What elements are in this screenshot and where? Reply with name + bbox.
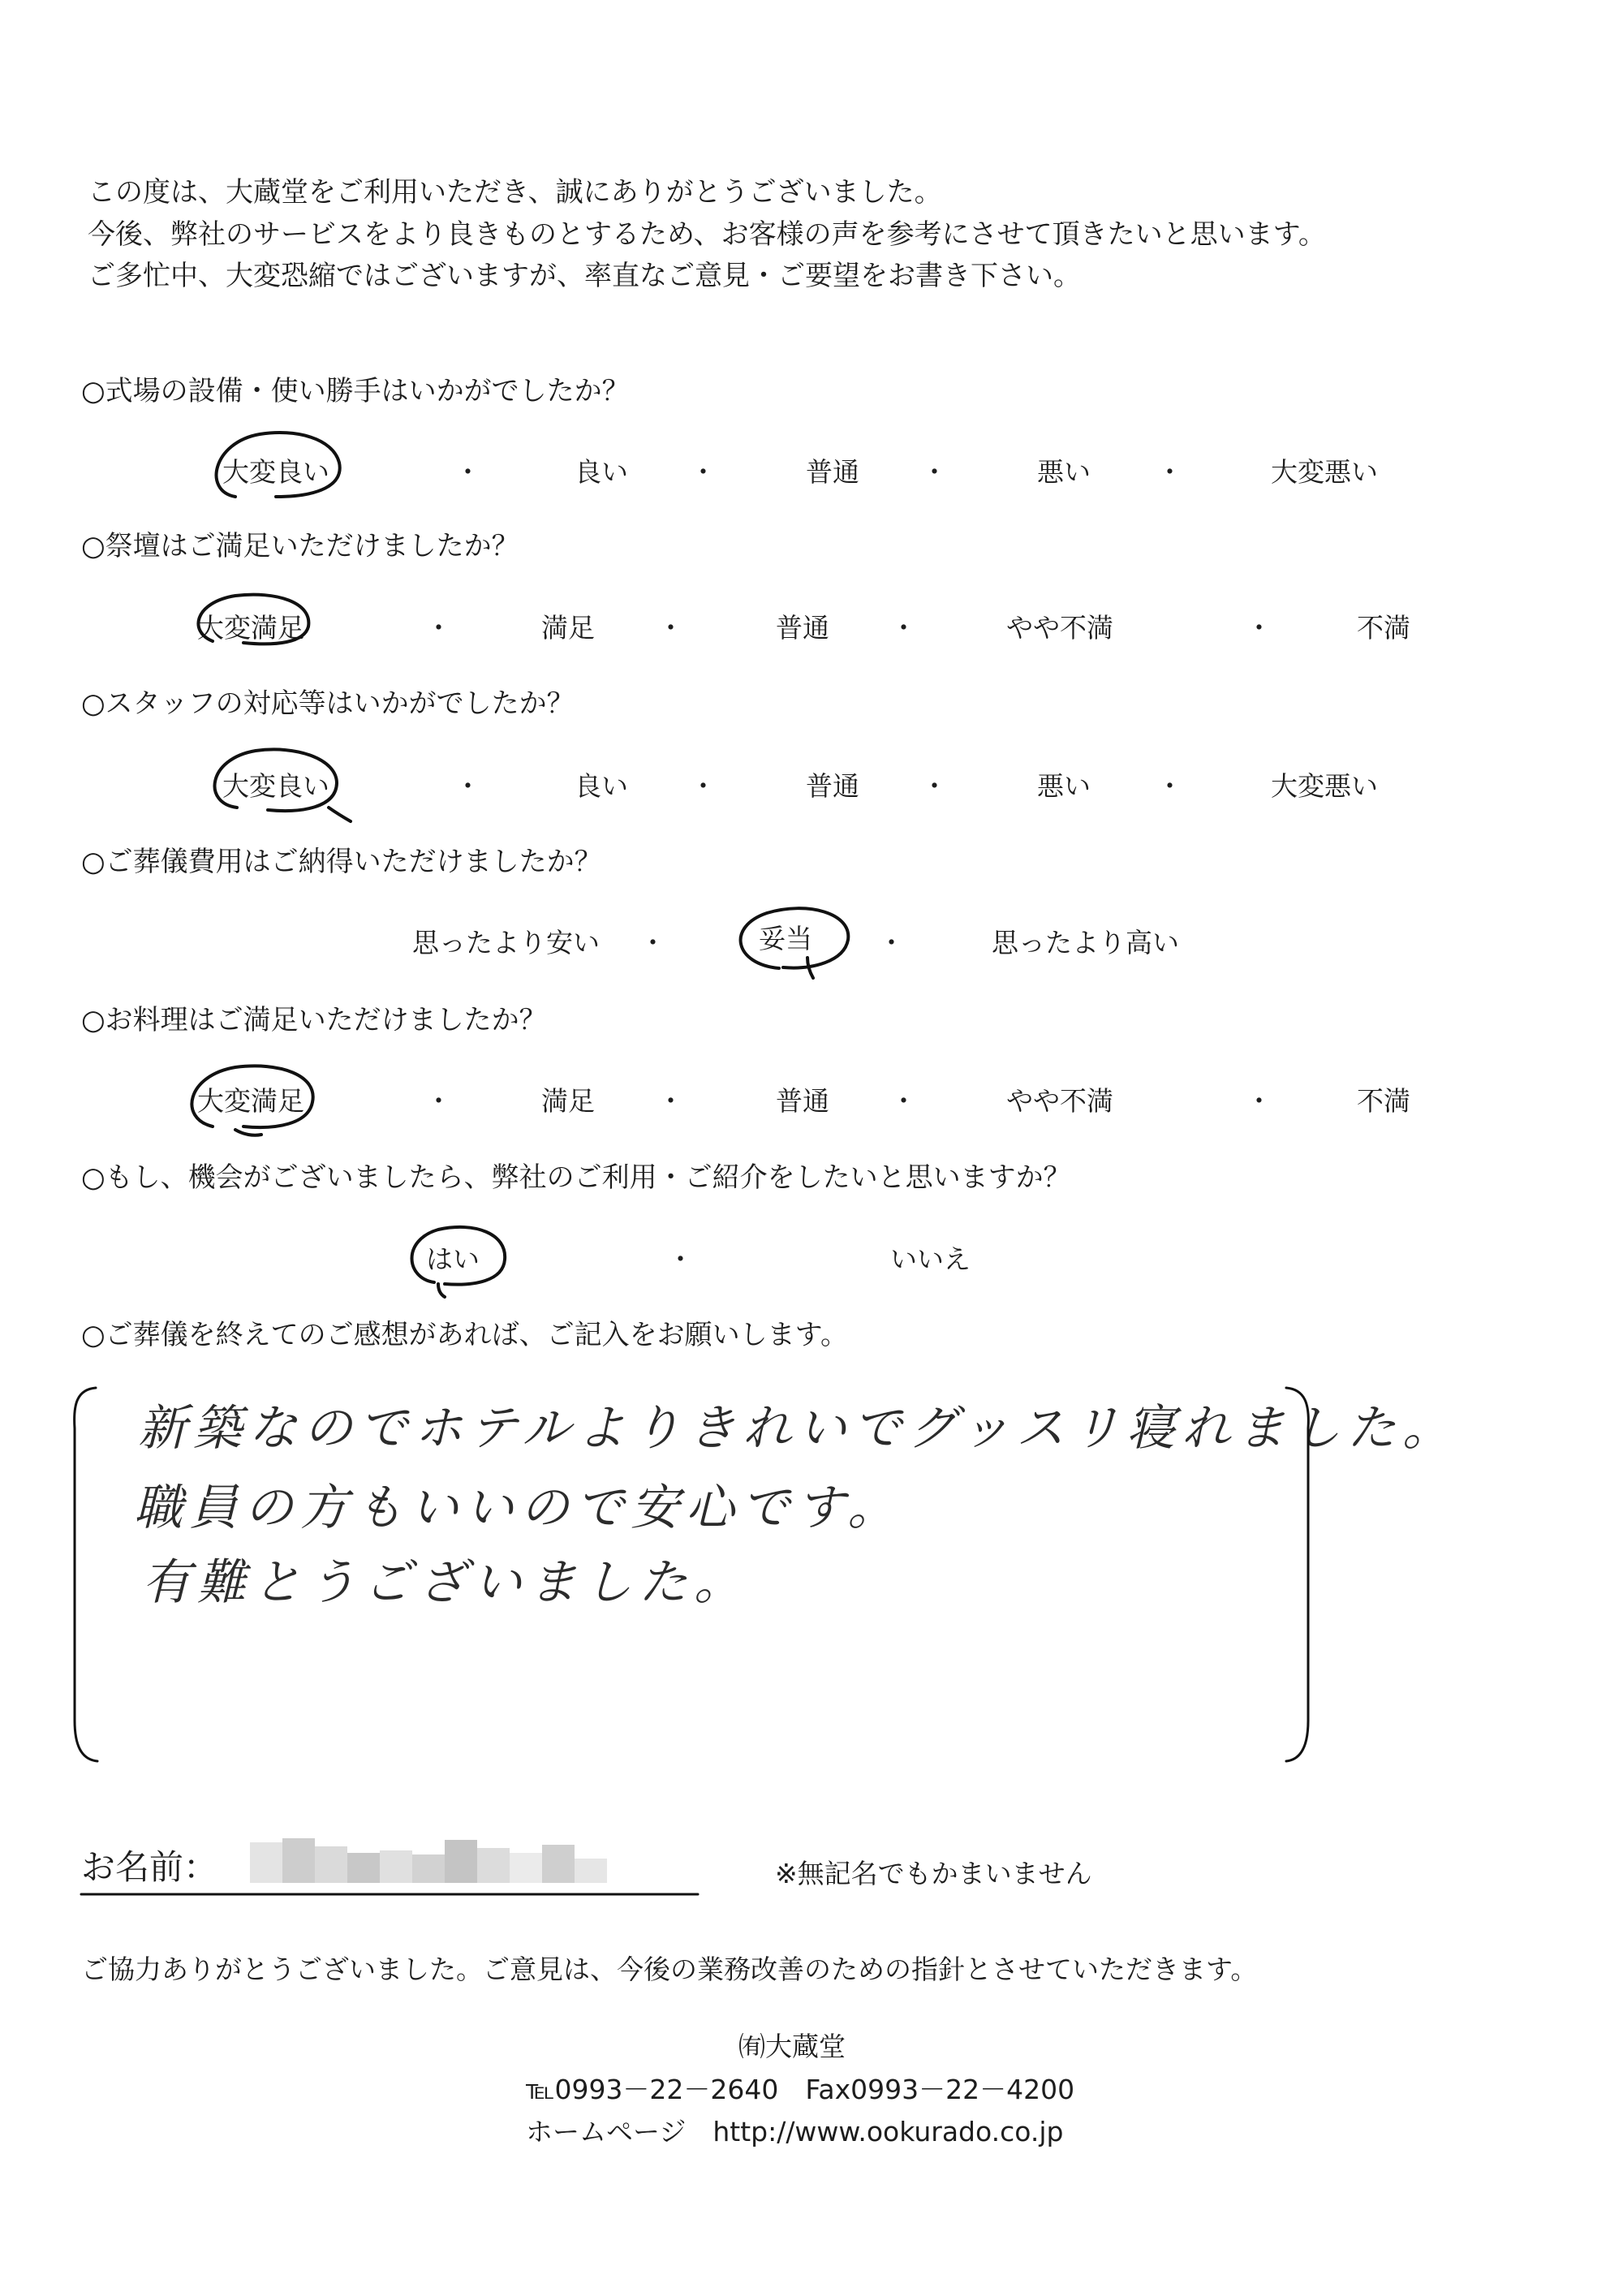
separator: ・ bbox=[667, 1243, 694, 1275]
separator: ・ bbox=[1156, 770, 1183, 802]
q3-option-3[interactable]: 普通 bbox=[806, 770, 859, 802]
separator: ・ bbox=[890, 612, 917, 644]
separator: ・ bbox=[1246, 612, 1272, 644]
company-name: ㈲大蔵堂 bbox=[738, 2031, 846, 2062]
intro-line-1: この度は、大蔵堂をご利用いただき、誠にありがとうございました。 bbox=[88, 176, 942, 209]
question-2: ○祭壇はご満足いただけましたか？ bbox=[81, 530, 519, 562]
q3-option-4[interactable]: 悪い bbox=[1037, 770, 1091, 802]
question-4: ○ご葬儀費用はご納得いただけましたか？ bbox=[81, 846, 602, 878]
q1-option-2[interactable]: 良い bbox=[575, 456, 628, 488]
separator: ・ bbox=[425, 1085, 452, 1117]
name-note: ※無記名でもかまいません bbox=[775, 1858, 1092, 1889]
separator: ・ bbox=[1156, 456, 1183, 488]
q2-option-5[interactable]: 不満 bbox=[1357, 612, 1410, 644]
separator: ・ bbox=[690, 770, 717, 802]
q5-option-1[interactable]: 大変満足 bbox=[197, 1085, 304, 1117]
q2-option-4[interactable]: やや不満 bbox=[1006, 612, 1113, 644]
q6-option-2[interactable]: いいえ bbox=[890, 1243, 971, 1275]
q2-option-3[interactable]: 普通 bbox=[776, 612, 829, 644]
separator: ・ bbox=[639, 927, 666, 958]
q2-option-1[interactable]: 大変満足 bbox=[197, 612, 304, 644]
q5-option-4[interactable]: やや不満 bbox=[1006, 1085, 1113, 1117]
comment-line-1: 新築なのでホテルよりきれいでグッスリ寝れました。 bbox=[138, 1400, 1457, 1457]
separator: ・ bbox=[878, 927, 905, 958]
intro-line-2: 今後、弊社のサービスをより良きものとするため、お客様の声を参考にさせて頂きたいと思います。 bbox=[88, 218, 1326, 251]
q3-option-2[interactable]: 良い bbox=[575, 770, 628, 802]
comment-line-2: 職員の方もいいので安心です。 bbox=[134, 1480, 903, 1536]
separator: ・ bbox=[454, 456, 481, 488]
separator: ・ bbox=[690, 456, 717, 488]
q5-option-2[interactable]: 満足 bbox=[541, 1085, 595, 1117]
separator: ・ bbox=[425, 612, 452, 644]
intro-line-3: ご多忙中、大変恐縮ではございますが、率直なご意見・ご要望をお書き下さい。 bbox=[88, 260, 1081, 292]
comment-line-3: 有難とうございました。 bbox=[142, 1554, 749, 1611]
q1-option-4[interactable]: 悪い bbox=[1037, 456, 1091, 488]
question-5: ○お料理はご満足いただけましたか？ bbox=[81, 1004, 547, 1036]
contact-info: ℡0993－22－2640 Fax0993－22－4200 bbox=[526, 2074, 1075, 2105]
q1-option-3[interactable]: 普通 bbox=[806, 456, 859, 488]
separator: ・ bbox=[890, 1085, 917, 1117]
question-3: ○スタッフの対応等はいかがでしたか？ bbox=[81, 687, 575, 720]
comment-box-left-bracket bbox=[75, 1388, 97, 1761]
question-6: ○もし、機会がございましたら、弊社のご利用・ご紹介をしたいと思いますか？ bbox=[81, 1161, 1071, 1194]
q1-option-5[interactable]: 大変悪い bbox=[1271, 456, 1378, 488]
separator: ・ bbox=[454, 770, 481, 802]
separator: ・ bbox=[657, 1085, 684, 1117]
q5-option-5[interactable]: 不満 bbox=[1357, 1085, 1410, 1117]
separator: ・ bbox=[657, 612, 684, 644]
question-1: ○式場の設備・使い勝手はいかがでしたか？ bbox=[81, 375, 630, 407]
q1-option-1[interactable]: 大変良い bbox=[222, 456, 329, 488]
q4-option-2[interactable]: 妥当 bbox=[759, 923, 812, 954]
separator: ・ bbox=[1246, 1085, 1272, 1117]
separator: ・ bbox=[921, 456, 948, 488]
q4-option-1[interactable]: 思ったより安い bbox=[412, 927, 600, 958]
homepage-info: ホームページ http://www.ookurado.co.jp bbox=[526, 2116, 1064, 2147]
q4-option-3[interactable]: 思ったより高い bbox=[992, 927, 1179, 958]
name-label: お名前： bbox=[81, 1847, 218, 1887]
redacted-name bbox=[250, 1838, 631, 1885]
separator: ・ bbox=[921, 770, 948, 802]
q3-option-5[interactable]: 大変悪い bbox=[1271, 770, 1378, 802]
q5-option-3[interactable]: 普通 bbox=[776, 1085, 829, 1117]
thanks-text: ご協力ありがとうございました。ご意見は、今後の業務改善のための指針とさせていただきます。 bbox=[81, 1954, 1258, 1985]
q2-option-2[interactable]: 満足 bbox=[541, 612, 595, 644]
question-7: ○ご葬儀を終えてのご感想があれば、ご記入をお願いします。 bbox=[81, 1319, 848, 1351]
q3-option-1[interactable]: 大変良い bbox=[222, 770, 329, 802]
q6-option-1[interactable]: はい bbox=[426, 1243, 480, 1275]
